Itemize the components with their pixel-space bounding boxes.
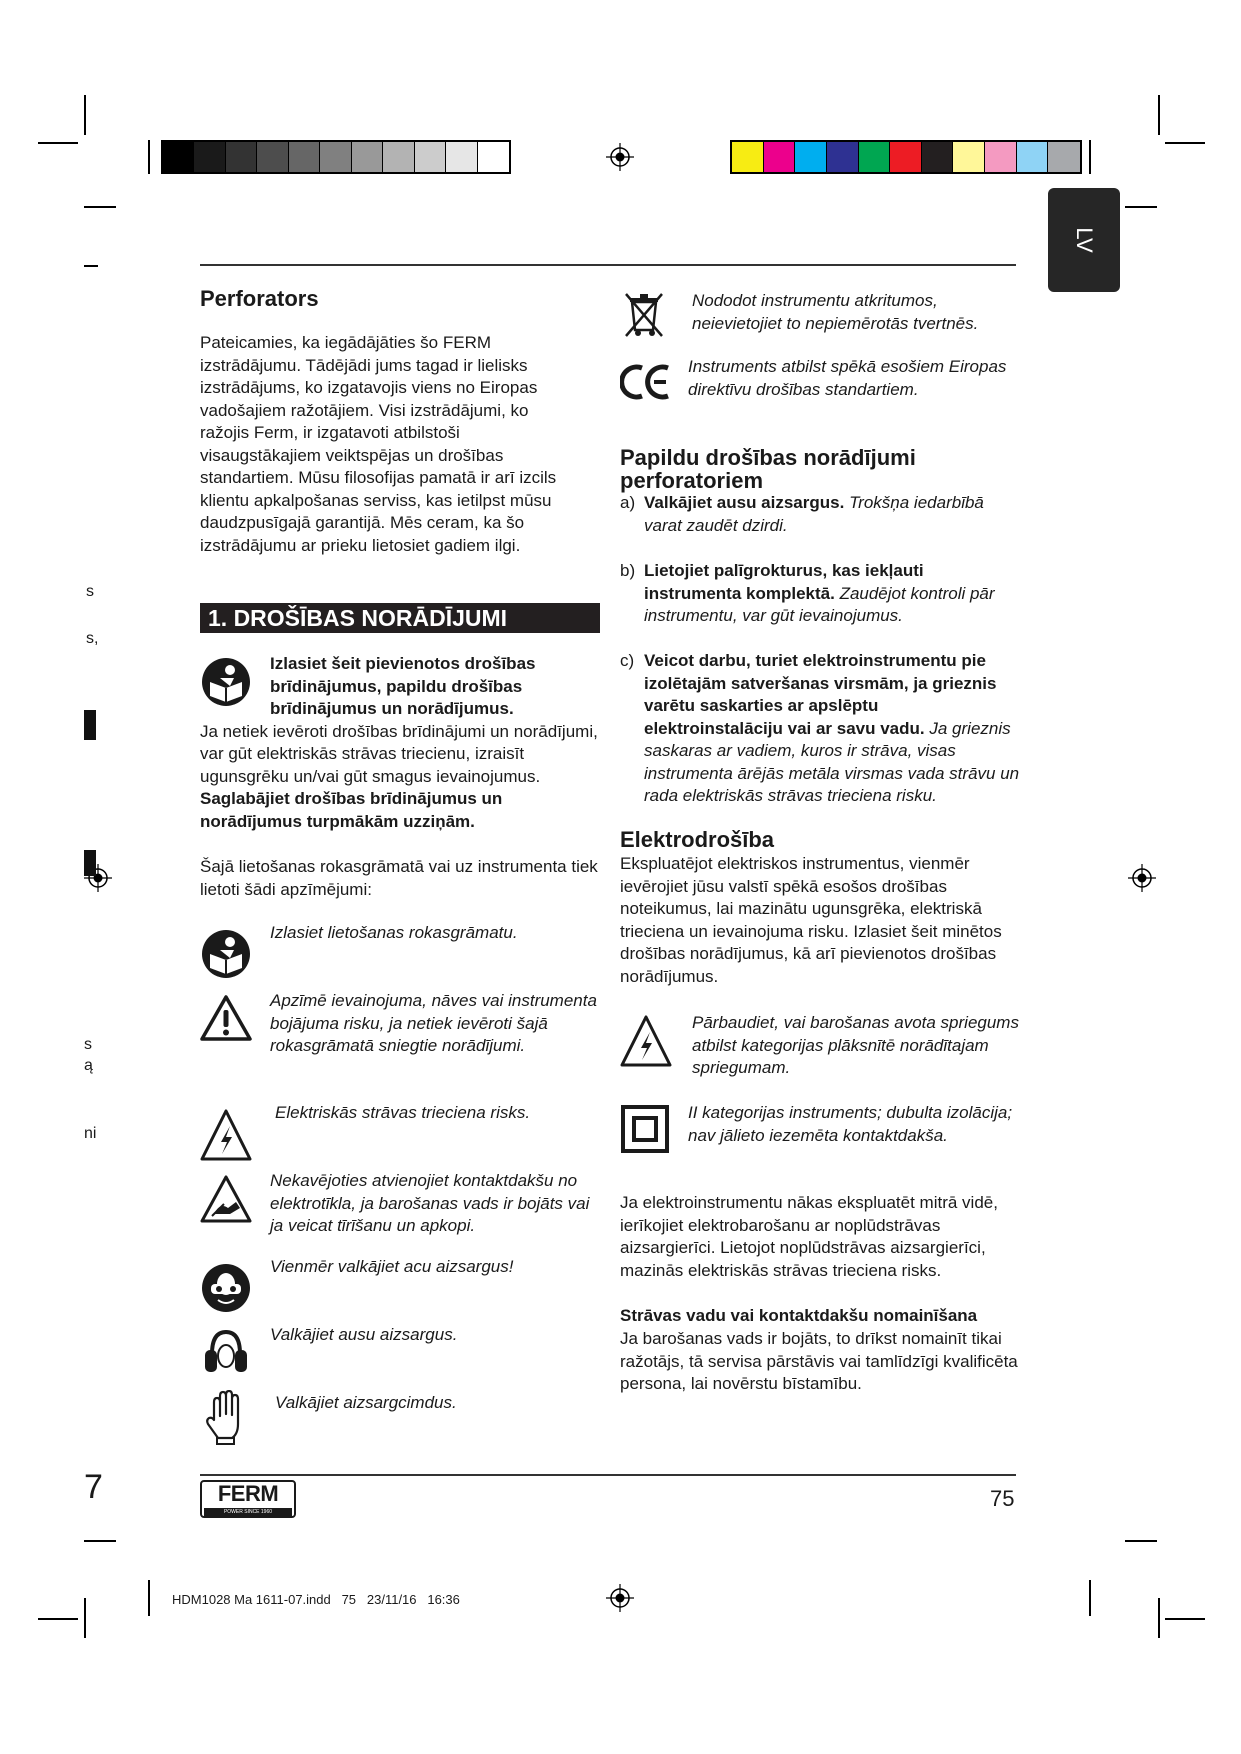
margin-fragment: 7	[84, 1468, 103, 1506]
paragraph-heading: Strāvas vadu vai kontaktdakšu nomainīšana	[620, 1306, 978, 1325]
symbol-text: Pārbaudiet, vai barošanas avota spriegums atbilst kategorijas plāksnītē norādītajam spriegumam.	[692, 1013, 1019, 1077]
crop-mark	[1165, 142, 1205, 144]
color-swatch	[985, 142, 1017, 172]
print-slug: HDM1028 Ma 1611-07.indd 75 23/11/16 16:36	[172, 1592, 460, 1607]
crop-mark	[84, 1540, 116, 1542]
crop-mark	[1125, 206, 1157, 208]
crop-mark	[84, 95, 86, 135]
warning-triangle-icon	[200, 994, 252, 1042]
symbol-text: Apzīmē ievainojuma, nāves vai instrumenta bojājuma risku, ja netiek ievēroti šajā rokasgrāmatā sniegtie norādījumi.	[270, 991, 597, 1055]
symbol-text: Valkājiet aizsargcimdus.	[275, 1393, 457, 1412]
color-swatch	[289, 142, 320, 172]
color-swatch	[827, 142, 859, 172]
electric-shock-icon	[200, 1108, 252, 1162]
top-rule	[200, 264, 1016, 266]
color-swatch	[1048, 142, 1080, 172]
color-swatch	[953, 142, 985, 172]
crop-mark	[84, 1598, 86, 1638]
unplug-icon	[200, 1174, 252, 1224]
color-swatch	[415, 142, 446, 172]
color-swatch	[226, 142, 257, 172]
color-swatch	[194, 142, 225, 172]
eye-protection-icon	[200, 1262, 252, 1314]
symbol-text: Instruments atbilst spēkā esošiem Eiropas direktīvu drošības standartiem.	[688, 357, 1007, 399]
symbol-text: Nododot instrumentu atkritumos, neievietojiet to nepiemērotās tvertnēs.	[692, 291, 979, 333]
crop-mark	[148, 140, 150, 174]
color-swatch	[320, 142, 351, 172]
color-swatch	[352, 142, 383, 172]
crop-mark	[1165, 1618, 1205, 1620]
color-swatch	[163, 142, 194, 172]
margin-fragment: s	[84, 1036, 92, 1053]
symbol-text: Valkājiet ausu aizsargus.	[270, 1325, 458, 1344]
color-swatch	[922, 142, 954, 172]
color-swatch	[478, 142, 509, 172]
crop-mark	[148, 1580, 150, 1616]
registration-mark-icon	[606, 143, 634, 171]
crop-mark	[1089, 1580, 1091, 1616]
ce-mark-icon	[620, 362, 672, 402]
margin-fragment: s,	[86, 630, 99, 647]
paragraph: Ja elektroinstrumentu nākas ekspluatēt mitrā vidē, ierīkojiet elektrobarošanu ar noplūdstrāvas aizsargierīci. Lietojot noplūdstrāvas aizsargierīci, mazinās elektriskās strāvas trieciena risks.	[620, 1193, 998, 1280]
page-number: 75	[990, 1486, 1015, 1511]
section-subheading: Papildu drošības norādījumi perforatoriem	[620, 445, 916, 493]
page-title: Perforators	[200, 286, 319, 311]
safety-warning: Izlasiet šeit pievienotos drošības brīdinājumus, papildu drošības brīdinājumus un norādījumus. Ja netiek ievēroti drošības brīdinājumi un norādījumi, var gūt elektriskās strāvas triecienu, izraisīt ugunsgrēku un/vai gūt smagus ievainojumus. Saglabājiet drošības brīdinājumus un norādījumus turpmākām uzziņām.	[200, 654, 598, 831]
registration-mark-icon	[1128, 864, 1156, 892]
color-swatch	[446, 142, 477, 172]
symbol-text: Vienmēr valkājiet acu aizsargus!	[270, 1257, 514, 1276]
weee-bin-icon	[622, 290, 666, 338]
grayscale-color-bar	[161, 140, 511, 174]
margin-fragment: s	[86, 583, 94, 600]
paragraph: Ja barošanas vads ir bojāts, to drīkst nomainīt tikai ražotājs, tā servisa pārstāvis vai tamlīdzīgi kvalificēta persona, lai novērstu bīstamību.	[620, 1329, 1018, 1393]
intro-paragraph: Pateicamies, ka iegādājāties šo FERM izstrādājumu. Tādējādi jums tagad ir lielisks izstrādājums, ko izgatavojis viens no Eiropas vadošajiem ražotājiem. Visi izstrādājumi, ko ražojis Ferm, ir izgatavoti atbilstoši visaugstākajiem veiktspējas un drošības standartiem. Mūsu filosofijas pamatā ir arī izcils klientu apkalpošanas serviss, kas ietilpst mūsu daudzpusīgajā garantijā. Mēs ceram, ka šo izstrādājumu ar prieku lietosiet gadiem ilgi.	[200, 333, 557, 555]
symbol-text: Nekavējoties atvienojiet kontaktdakšu no elektrotīkla, ja barošanas vads ir bojāts vai ja veicat tīrīšanu un apkopi.	[270, 1171, 590, 1235]
voltage-check-icon	[620, 1014, 672, 1068]
crop-mark	[84, 206, 116, 208]
double-insulation-icon	[620, 1104, 670, 1154]
color-swatch	[383, 142, 414, 172]
symbols-intro: Šajā lietošanas rokasgrāmatā vai uz instrumenta tiek lietoti šādi apzīmējumi:	[200, 857, 598, 899]
color-swatch	[859, 142, 891, 172]
section-heading: 1. DROŠĪBAS NORĀDĪJUMI	[200, 603, 600, 633]
read-manual-icon	[200, 928, 252, 980]
paragraph: Ekspluatējot elektriskos instrumentus, vienmēr ievērojiet jūsu valstī spēkā esošos drošības noteikumus, lai mazinātu ugunsgrēka, elektriskā trieciena un ievainojuma risku. Izlasiet šeit minētos drošības norādījumus, kā arī pievienotos drošības norādījumus.	[620, 854, 1002, 986]
process-color-bar	[730, 140, 1082, 174]
registration-mark-icon	[606, 1584, 634, 1612]
crop-mark	[1158, 1598, 1160, 1638]
crop-mark	[84, 265, 98, 267]
margin-fragment: ni	[84, 1125, 97, 1142]
gloves-icon	[204, 1390, 250, 1446]
symbol-text: Elektriskās strāvas trieciena risks.	[275, 1103, 531, 1122]
margin-bar	[84, 710, 96, 740]
color-swatch	[1017, 142, 1049, 172]
crop-mark	[38, 1618, 78, 1620]
color-swatch	[257, 142, 288, 172]
crop-mark	[1089, 140, 1091, 174]
symbol-text: II kategorijas instruments; dubulta izolācija; nav jālieto iezemēta kontaktdakša.	[688, 1103, 1013, 1145]
color-swatch	[732, 142, 764, 172]
crop-mark	[1158, 95, 1160, 135]
symbol-text: Izlasiet lietošanas rokasgrāmatu.	[270, 923, 518, 942]
color-swatch	[890, 142, 922, 172]
margin-bar	[84, 850, 96, 876]
language-tab: LV	[1048, 188, 1120, 292]
color-swatch	[764, 142, 796, 172]
ear-protection-icon	[200, 1326, 252, 1378]
section-subheading: Elektrodrošība	[620, 827, 775, 852]
margin-fragment: ą	[84, 1057, 93, 1074]
crop-mark	[38, 142, 78, 144]
color-swatch	[795, 142, 827, 172]
ferm-logo: FERM POWER SINCE 1960	[200, 1480, 296, 1518]
bottom-rule	[200, 1474, 1016, 1476]
crop-mark	[1125, 1540, 1157, 1542]
